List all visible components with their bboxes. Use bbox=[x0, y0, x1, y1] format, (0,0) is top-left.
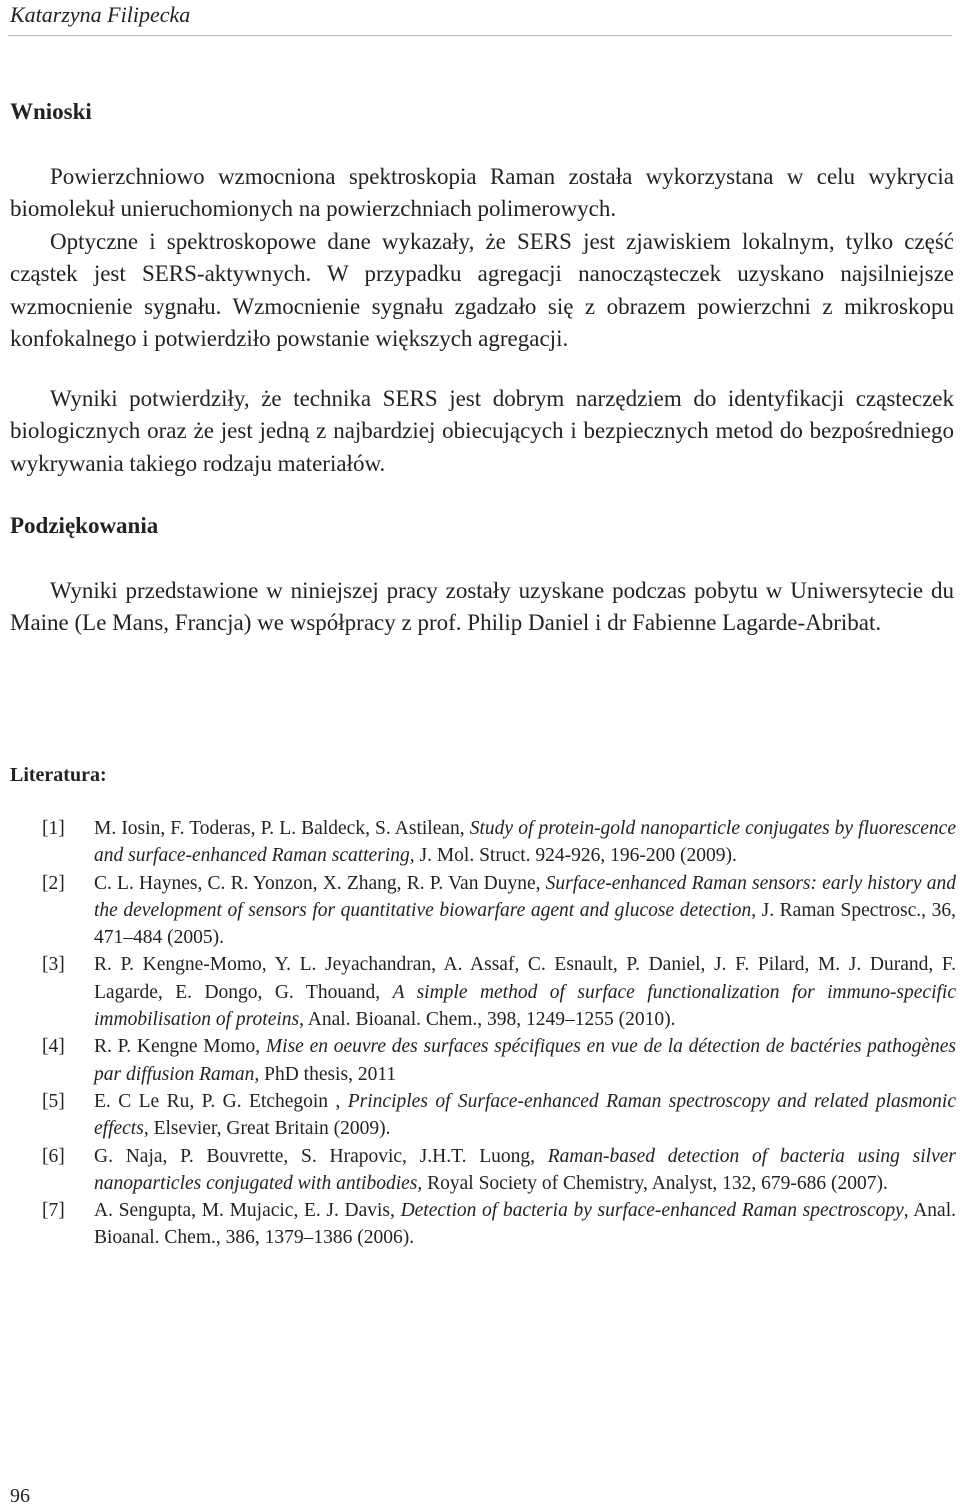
reference-title: Study of protein-gold nanoparticle conjugates by fluorescence and surface-enhanced Raman scattering, bbox=[94, 818, 956, 867]
reference-title: A simple method of surface functionalization for immuno-specific immobilisation of proteins, bbox=[94, 981, 956, 1031]
reference-title: Mise en oeuvre des surfaces spécifiques en vue de la détection de bactéries pathogènes par diffusion Raman, bbox=[94, 1036, 956, 1085]
running-header-author: Katarzyna Filipecka bbox=[10, 2, 191, 27]
reference-number: [3] bbox=[42, 954, 65, 976]
reference-authors: E. C Le Ru, P. G. Etchegoin , bbox=[94, 1090, 348, 1112]
reference-list bbox=[10, 815, 956, 1252]
conclusions-paragraph-2: Optyczne i spektroskopowe dane wykazały, że SERS jest zjawiskiem lokalnym, tylko część cząstek jest SERS-aktywnych. W przypadku agregacji nanocząsteczek uzyskano najsilniejsze wzmocnienie sygnału. Wzmocnienie sygnału zgadzało się z obrazem powierzchni z mikroskopu konfokalnego i potwierdziło powstanie większych agregacji. bbox=[10, 229, 954, 352]
reference-number: [4] bbox=[42, 1036, 65, 1058]
reference-item bbox=[10, 1197, 956, 1252]
acknowledgements-paragraph: Wyniki przedstawione w niniejszej pracy zostały uzyskane podczas pobytu w Uniwersytecie du Maine (Le Mans, Francja) we współpracy z prof. Philip Daniel i dr Fabienne Lagarde-Abribat. bbox=[10, 578, 954, 636]
conclusions-paragraph-1: Powierzchniowo wzmocniona spektroskopia Raman została wykorzystana w celu wykrycia biomolekuł unieruchomionych na powierzchniach polimerowych. bbox=[10, 164, 954, 222]
reference-title: Surface-enhanced Raman sensors: early history and the development of sensors for quantitative biowarfare agent and glucose detection bbox=[94, 872, 956, 921]
reference-item bbox=[10, 951, 956, 1033]
reference-authors: C. L. Haynes, C. R. Yonzon, X. Zhang, R. P. Van Duyne, bbox=[94, 872, 546, 894]
reference-authors: R. P. Kengne Momo, bbox=[94, 1036, 266, 1058]
reference-authors: R. P. Kengne-Momo, Y. L. Jeyachandran, A. Assaf, C. Esnault, P. Daniel, J. F. Pilard, M. J. Durand, F. Lagarde, E. Dongo, G. Thouand, bbox=[94, 954, 956, 1003]
reference-number: [1] bbox=[42, 818, 65, 839]
reference-item bbox=[10, 1143, 956, 1198]
reference-item bbox=[10, 1033, 956, 1088]
reference-title: Raman-based detection of bacteria using silver nanoparticles conjugated with antibodies, bbox=[94, 1145, 956, 1194]
reference-number: [2] bbox=[42, 872, 65, 894]
reference-source: Royal Society of Chemistry, Analyst, 132, 679-686 (2007). bbox=[422, 1172, 888, 1194]
reference-source: , Elsevier, Great Britain (2009). bbox=[143, 1118, 391, 1140]
page-number: 96 bbox=[10, 1485, 30, 1507]
conclusions-heading: Wnioski bbox=[10, 99, 92, 124]
reference-source: , Anal. Bioanal. Chem., 386, 1379–1386 (2006). bbox=[94, 1200, 956, 1249]
reference-source: J. Mol. Struct. 924-926, 196-200 (2009). bbox=[414, 845, 737, 867]
reference-number: [5] bbox=[42, 1090, 65, 1112]
reference-number: [7] bbox=[42, 1200, 65, 1222]
header-divider bbox=[8, 35, 952, 36]
reference-item bbox=[10, 870, 956, 952]
reference-title: Principles of Surface-enhanced Raman spectroscopy and related plasmonic effects bbox=[94, 1090, 956, 1140]
acknowledgements-heading: Podziękowania bbox=[10, 513, 159, 538]
reference-item bbox=[10, 1088, 956, 1143]
reference-authors: G. Naja, P. Bouvrette, S. Hrapovic, J.H.T. Luong, bbox=[94, 1145, 548, 1167]
reference-authors: A. Sengupta, M. Mujacic, E. J. Davis, bbox=[94, 1200, 401, 1222]
reference-authors: M. Iosin, F. Toderas, P. L. Baldeck, S. Astilean, bbox=[94, 818, 470, 839]
literature-heading: Literatura: bbox=[10, 764, 107, 786]
reference-source: , J. Raman Spectrosc., 36, 471–484 (2005). bbox=[94, 899, 956, 949]
reference-source: Anal. Bioanal. Chem., 398, 1249–1255 (2010). bbox=[304, 1009, 676, 1031]
reference-title: Detection of bacteria by surface-enhanced Raman spectroscopy bbox=[400, 1200, 904, 1222]
reference-number: [6] bbox=[42, 1145, 65, 1167]
conclusions-paragraph-3: Wyniki potwierdziły, że technika SERS jest dobrym narzędziem do identyfikacji cząsteczek biologicznych oraz że jest jedną z najbardziej obiecujących i bezpiecznych metod do bezpośredniego wykrywania takiego rodzaju materiałów. bbox=[10, 386, 954, 476]
reference-item bbox=[10, 815, 956, 870]
reference-source: PhD thesis, 2011 bbox=[259, 1063, 397, 1085]
